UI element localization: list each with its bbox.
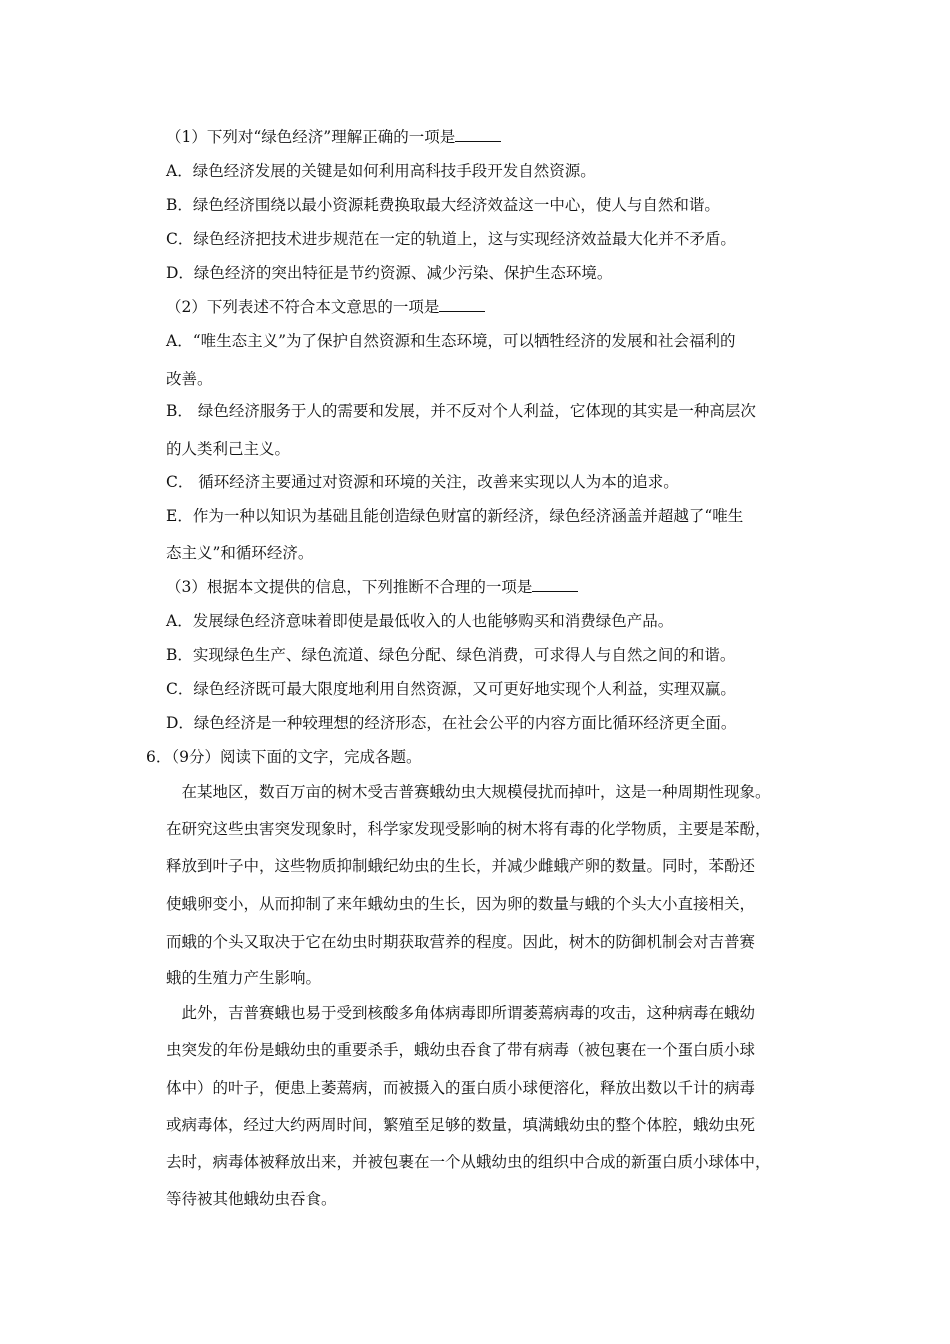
answer-blank [439, 297, 485, 312]
passage-line: 去时，病毒体被释放出来，并被包裹在一个从蛾幼虫的组织中合成的新蛋白质小球体中， [166, 1153, 771, 1171]
option-b-line-1: B． 绿色经济服务于人的需要和发展，并不反对个人利益，它体现的其实是一种高层次 [166, 402, 756, 420]
passage-line: 或病毒体，经过大约两周时间，繁殖至足够的数量，填满蛾幼虫的整个体腔，蛾幼虫死 [166, 1116, 756, 1134]
passage-line: 蛾的生殖力产生影响。 [166, 969, 322, 987]
passage-line: 此外，吉普赛蛾也易于受到核酸多角体病毒即所谓萎蔫病毒的攻击，这种病毒在蛾幼 [166, 1004, 756, 1022]
option-d: D．绿色经济的突出特征是节约资源、减少污染、保护生态环境。 [166, 264, 613, 282]
passage-line: 而蛾的个头又取决于它在幼虫时期获取营养的程度。因此，树木的防御机制会对吉普赛 [166, 933, 756, 951]
option-e-line-1: E．作为一种以知识为基础且能创造绿色财富的新经济，绿色经济涵盖并超越了“唯生 [166, 507, 744, 525]
option-a: A．发展绿色经济意味着即使是最低收入的人也能够购买和消费绿色产品。 [166, 612, 674, 630]
option-e-line-2: 态主义”和循环经济。 [166, 544, 314, 562]
question-prompt [166, 127, 501, 147]
prompt-text: （3）根据本文提供的信息，下列推断不合理的一项是 [166, 578, 533, 596]
passage-line: 释放到叶子中，这些物质抑制蛾纪幼虫的生长，并减少雌蛾产卵的数量。同时，苯酚还 [166, 857, 756, 875]
option-a-line-2: 改善。 [166, 370, 213, 388]
option-a: A．绿色经济发展的关键是如何利用高科技手段开发自然资源。 [166, 162, 596, 180]
option-b: B．绿色经济围绕以最小资源耗费换取最大经济效益这一中心，使人与自然和谐。 [166, 196, 720, 214]
passage-line: 体中）的叶子，便患上萎蔫病，而被摄入的蛋白质小球便溶化，释放出数以千计的病毒 [166, 1079, 756, 1097]
passage-line: 使蛾卵变小，从而抑制了来年蛾幼虫的生长，因为卵的数量与蛾的个头大小直接相关， [166, 895, 756, 913]
option-a-line-1: A．“唯生态主义”为了保护自然资源和生态环境，可以牺牲经济的发展和社会福利的 [166, 332, 736, 350]
prompt-text: （1）下列对“绿色经济”理解正确的一项是 [166, 128, 456, 146]
option-c: C． 循环经济主要通过对资源和环境的关注，改善来实现以人为本的追求。 [166, 473, 679, 491]
answer-blank [532, 577, 578, 592]
passage-line: 在某地区，数百万亩的树木受吉普赛蛾幼虫大规模侵扰而掉叶，这是一种周期性现象。 [166, 783, 771, 801]
option-d: D．绿色经济是一种较理想的经济形态，在社会公平的内容方面比循环经济更全面。 [166, 714, 737, 732]
question-heading: 6．（9分）阅读下面的文字，完成各题。 [146, 748, 422, 766]
question-prompt [166, 577, 578, 597]
option-b-line-2: 的人类利己主义。 [166, 440, 291, 458]
answer-blank [455, 127, 501, 142]
option-c: C．绿色经济把技术进步规范在一定的轨道上，这与实现经济效益最大化并不矛盾。 [166, 230, 736, 248]
prompt-text: （2）下列表述不符合本文意思的一项是 [166, 298, 440, 316]
passage-line: 等待被其他蛾幼虫吞食。 [166, 1190, 337, 1208]
passage-line: 在研究这些虫害突发现象时，科学家发现受影响的树木将有毒的化学物质，主要是苯酚， [166, 820, 771, 838]
option-c: C．绿色经济既可最大限度地利用自然资源，又可更好地实现个人利益，实理双赢。 [166, 680, 736, 698]
passage-line: 虫突发的年份是蛾幼虫的重要杀手，蛾幼虫吞食了带有病毒（被包裹在一个蛋白质小球 [166, 1041, 756, 1059]
question-prompt [166, 297, 485, 317]
option-b: B．实现绿色生产、绿色流道、绿色分配、绿色消费，可求得人与自然之间的和谐。 [166, 646, 736, 664]
